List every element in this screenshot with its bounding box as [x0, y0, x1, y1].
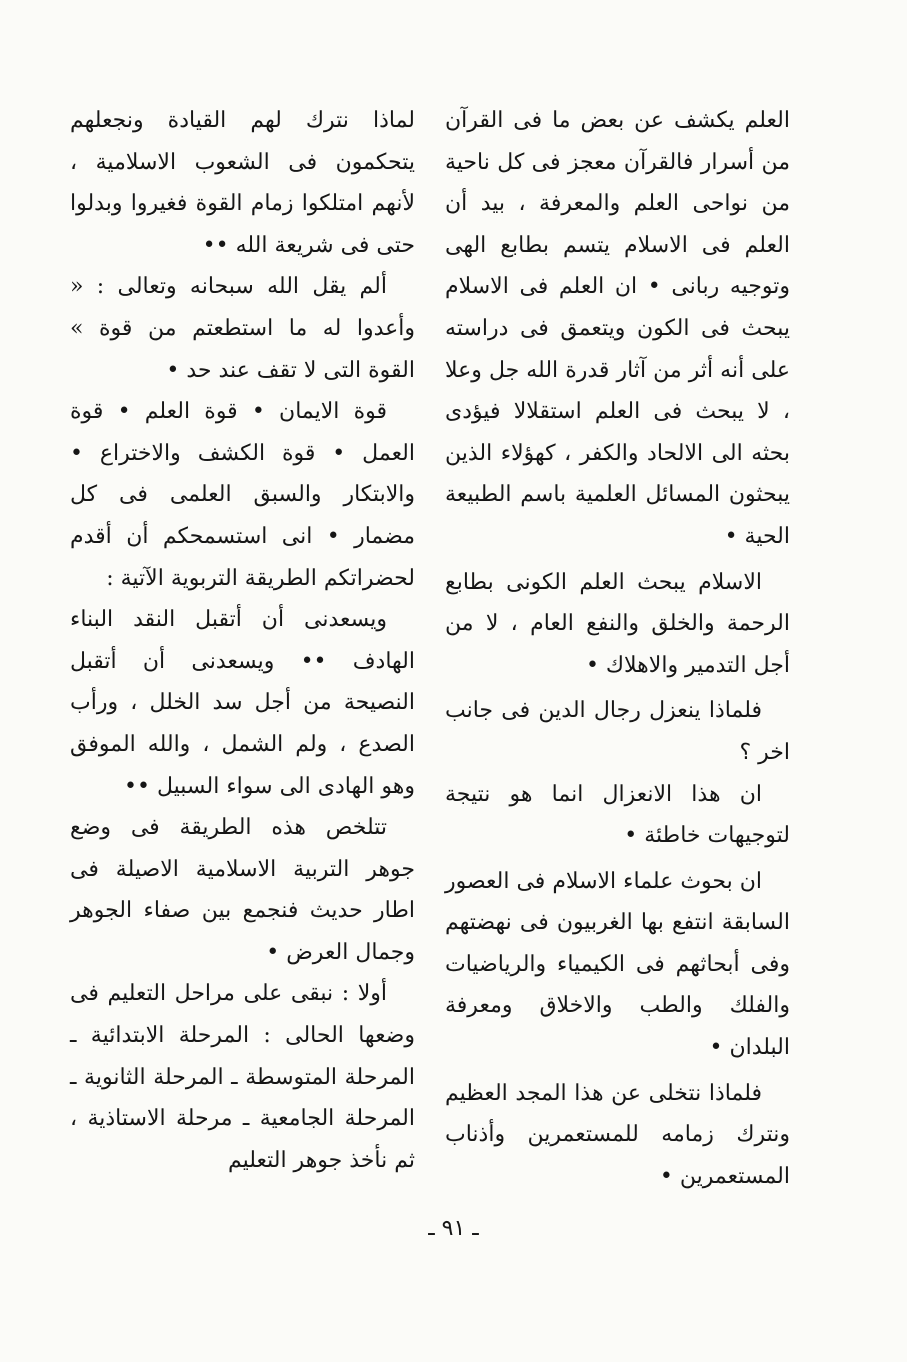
paragraph: فلماذا نتخلى عن هذا المجد العظيم ونترك زمامه للمستعمرين وأذناب المستعمرين • — [445, 1080, 790, 1189]
paragraph: ألم يقل الله سبحانه وتعالى : « وأعدوا له ما استطعتم من قوة » القوة التى لا تقف عند حد • — [70, 274, 415, 383]
page-number: ـ ٩١ ـ — [428, 1216, 479, 1241]
right-column — [445, 100, 790, 1197]
paragraph: ان بحوث علماء الاسلام فى العصور السابقة انتفع بها الغربيون فى نهضتهم وفى أبحاثهم فى الكيمياء والرياضيات والفلك والطب والاخلاق ومعرفة البلدان • — [444, 868, 790, 1061]
paragraph: العلم يكشف عن بعض ما فى القرآن من أسرار فالقرآن معجز فى كل ناحية من نواحى العلم والمعرفة ، بيد أن العلم فى الاسلام يتسم بطابع الهى وتوجيه ربانى • ان العلم فى الاسلام يبحث فى الكون ويتعمق فى دراسته على أنه أثر من آثار قدرة الله جل وعلا ، لا يبحث فى العلم استقلالا فيؤدى بحثه الى الالحاد والكفر ، كهؤلاء الذين يبحثون المسائل العلمية باسم الطبيعة الحية • — [445, 108, 790, 549]
paragraph: أولا : نبقى على مراحل التعليم فى وضعها الحالى : المرحلة الابتدائية ـ المرحلة المتوسطة ـ المرحلة الثانوية ـ المرحلة الجامعية ـ مرحلة الاستاذية ، ثم نأخذ جوهر التعليم — [70, 981, 415, 1173]
paragraph: لماذا نترك لهم القيادة ونجعلهم يتحكمون فى الشعوب الاسلامية ، لأنهم امتلكوا زمام القوة فغيروا وبدلوا حتى فى شريعة الله •• — [70, 108, 415, 258]
paragraph: قوة الايمان • قوة العلم • قوة العمل • قوة الكشف والاختراع • والابتكار والسبق العلمى فى كل مضمار • انى استسمحكم أن أقدم لحضراتكم الطريقة التربوية الآتية : — [70, 399, 415, 591]
paragraph: ويسعدنى أن أتقبل النقد البناء الهادف •• ويسعدنى أن أتقبل النصيحة من أجل سد الخلل ، ورأب الصدع ، ولم الشمل ، والله الموفق وهو الهادى الى سواء السبيل •• — [70, 607, 415, 799]
paragraph: الاسلام يبحث العلم الكونى بطابع الرحمة والخلق والنفع العام ، لا من أجل التدمير والاهلاك • — [445, 569, 790, 678]
paragraph: تتلخص هذه الطريقة فى وضع جوهر التربية الاسلامية الاصيلة فى اطار حديث فنجمع بين صفاء الجوهر وجمال العرض • — [70, 815, 415, 965]
left-column — [70, 100, 415, 1181]
paragraph: ان هذا الانعزال انما هو نتيجة لتوجيهات خاطئة • — [445, 781, 790, 849]
paragraph: فلماذا ينعزل رجال الدين فى جانب اخر ؟ — [445, 698, 790, 765]
